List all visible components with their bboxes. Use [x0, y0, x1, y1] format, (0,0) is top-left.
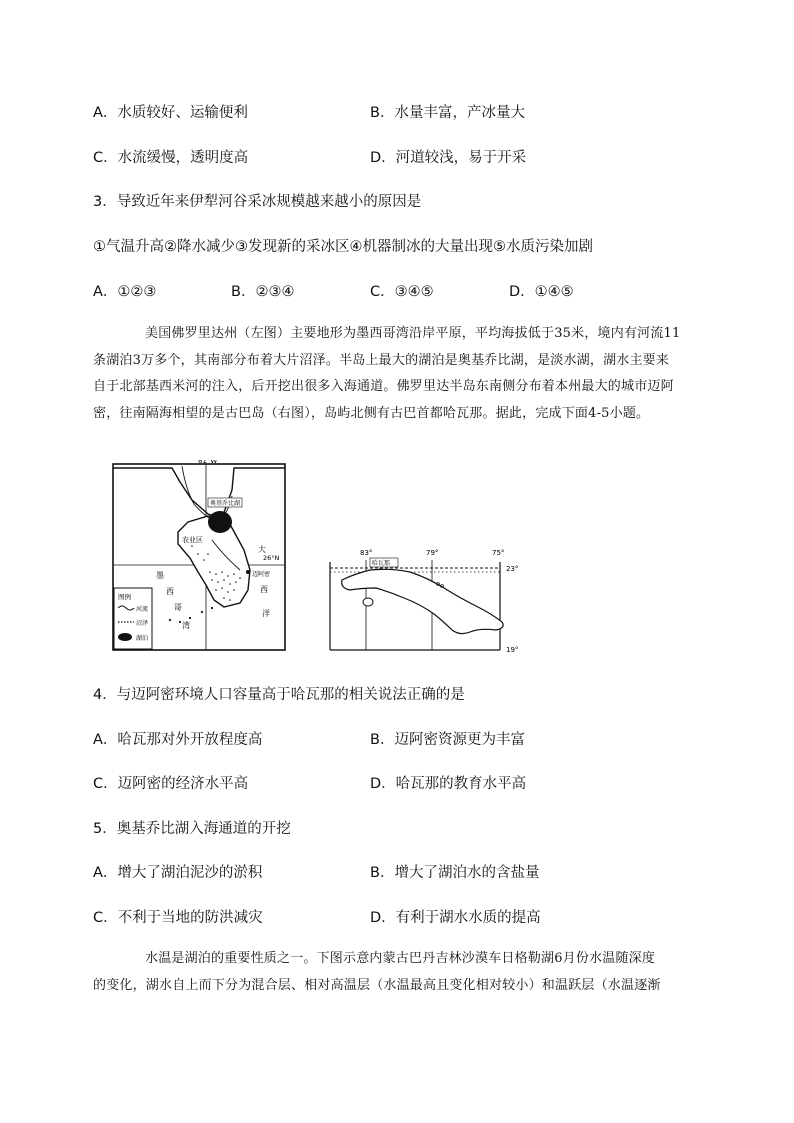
map-left-lon-label: 81°W	[198, 460, 218, 465]
map-left-ocean-char-2: 西	[260, 585, 268, 594]
q2-option-d: D．河道较浅，易于开采	[370, 150, 527, 166]
q5-option-c: C．不利于当地的防洪减灾	[93, 910, 263, 926]
q3-option-c: C．③④⑤	[370, 284, 434, 300]
passage-line-3: 自于北部基西米河的注入，后开挖出很多入海通道。佛罗里达半岛东南侧分布着本州最大的城市迈阿	[93, 379, 674, 394]
map-left-farm-label: 农业区	[182, 536, 203, 544]
passage-florida	[93, 321, 713, 427]
map-left-legend	[114, 588, 152, 649]
miami-marker	[246, 570, 250, 574]
lake-okeechobee-shape	[208, 511, 232, 533]
legend-swamp-label: 沼泽	[136, 620, 149, 627]
q4-option-d: D．哈瓦那的教育水平高	[370, 776, 527, 792]
cuba-map	[320, 540, 530, 662]
q4-stem: 4．与迈阿密环境人口容量高于哈瓦那的相关说法正确的是	[93, 687, 465, 703]
q3-factors: ①气温升高②降水减少③发现新的采冰区④机器制冰的大量出现⑤水质污染加剧	[93, 239, 593, 255]
passage-line-1: 美国佛罗里达州（左图）主要地形为墨西哥湾沿岸平原，平均海拔低于35米，境内有河流11	[145, 326, 681, 341]
q2-option-a: A．水质较好、运输便利	[93, 105, 248, 121]
passage2-line-2: 的变化，湖水自上而下分为混合层、相对高温层（水温最高且变化相对较小）和温跃层（水温逐渐	[93, 977, 661, 993]
map-right-lat-bottom: 19°	[506, 646, 519, 654]
florida-map	[112, 460, 288, 659]
legend-title: 图例	[118, 593, 131, 601]
q2-option-b: B．水量丰富，产冰量大	[370, 105, 525, 121]
map-right-lon3: 75°	[492, 549, 505, 557]
q3-option-b: B．②③④	[231, 284, 295, 300]
map-left-sea-char-4: 湾	[182, 621, 190, 630]
passage-lake-temperature	[93, 946, 713, 999]
q4-option-b: B．迈阿密资源更为丰富	[370, 732, 525, 748]
q5-stem: 5．奥基乔比湖入海通道的开挖	[93, 821, 291, 837]
map-left-lake-label: 奥基乔比湖	[210, 500, 241, 507]
q4-option-a: A．哈瓦那对外开放程度高	[93, 732, 263, 748]
legend-lake-label: 湖泊	[136, 635, 149, 642]
q2-option-c: C．水流缓慢，透明度高	[93, 150, 249, 166]
map-left-sea-char-3: 哥	[174, 603, 182, 612]
map-left-city-label: 迈阿密	[252, 571, 271, 578]
map-right-lon2: 79°	[426, 549, 439, 557]
q3-option-d: D．①④⑤	[509, 284, 574, 300]
q5-option-d: D．有利于湖水水质的提高	[370, 910, 541, 926]
map-left-ocean-char-3: 洋	[262, 609, 270, 618]
q5-option-a: A．增大了湖泊泥沙的淤积	[93, 865, 263, 881]
q3-option-a: A．①②③	[93, 284, 157, 300]
map-right-city-label: 哈瓦那	[372, 560, 391, 567]
isle-of-youth	[363, 598, 373, 606]
map-left-sea-char-1: 墨	[156, 571, 164, 580]
legend-river-label: 河流	[136, 606, 149, 613]
map-left-ocean-char-1: 大	[258, 545, 266, 554]
map-left-lat-label: 26°N	[263, 554, 280, 562]
passage-line-4: 密，往南隔海相望的是古巴岛（右图），岛屿北侧有古巴首都哈瓦那。据此，完成下面4-5小题。	[93, 405, 650, 421]
q3-stem: 3．导致近年来伊犁河谷采冰规模越来越小的原因是	[93, 194, 422, 210]
map-left-sea-char-2: 西	[166, 587, 174, 596]
q5-option-b: B．增大了湖泊水的含盐量	[370, 865, 540, 881]
map-right-lon1: 83°	[360, 549, 373, 557]
map-right-lat-top: 23°	[506, 565, 519, 573]
q4-option-c: C．迈阿密的经济水平高	[93, 776, 249, 792]
passage2-line-1: 水温是湖泊的重要性质之一。下图示意内蒙古巴丹吉林沙漠车日格勒湖6月份水温随深度	[145, 951, 656, 966]
passage-line-2: 条湖泊3万多个，其南部分布着大片沼泽。半岛上最大的湖泊是奥基乔比湖，是淡水湖，湖水主要来	[93, 352, 670, 368]
